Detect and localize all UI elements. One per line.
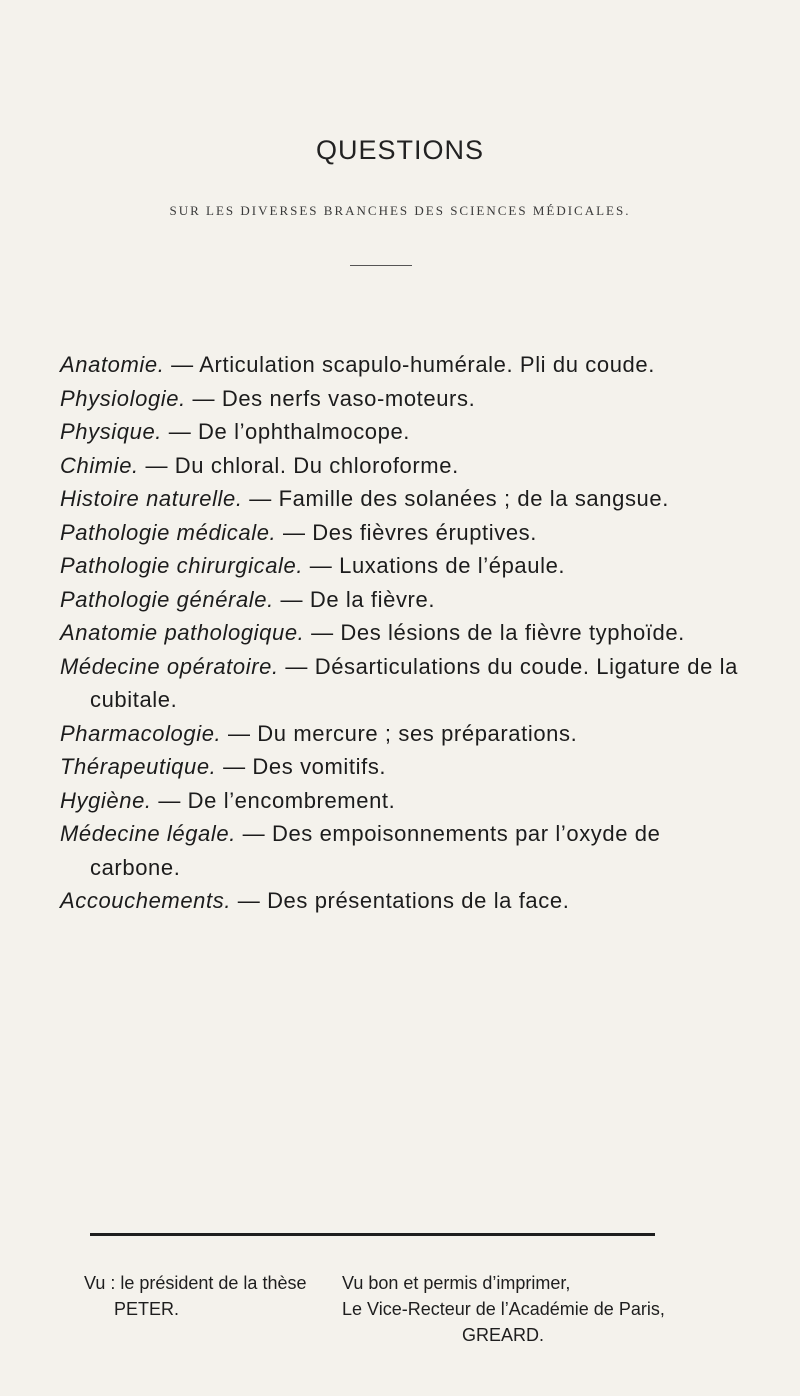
page-subtitle: SUR LES DIVERSES BRANCHES DES SCIENCES MÉDICALES. xyxy=(169,203,631,218)
subject-entry-pathologie-medicale xyxy=(60,516,750,550)
subject-name: Accouchements. xyxy=(60,888,232,913)
long-divider xyxy=(90,1233,655,1236)
subject-question: — Désarticulations du coude. Ligature de la cubitale. xyxy=(90,653,739,712)
subject-name: Pathologie médicale. xyxy=(60,519,277,545)
subject-name: Anatomie pathologique. xyxy=(60,620,305,645)
subject-entry-pathologie-generale xyxy=(60,583,750,617)
subject-entry-therapeutique xyxy=(60,750,750,784)
subject-entry-anatomie-pathologique xyxy=(60,616,750,650)
subject-question: — Des fièvres éruptives. xyxy=(276,519,537,545)
subject-question: — Du chloral. Du chloroforme. xyxy=(138,452,459,478)
subject-entry-hygiene xyxy=(60,784,750,818)
subject-entry-chimie xyxy=(60,449,750,483)
rector-signature: GREARD. xyxy=(462,1325,545,1345)
subject-question: — Luxations de l’épaule. xyxy=(303,553,566,578)
subject-question: — Famille des solanées ; de la sangsue. xyxy=(242,486,669,511)
subject-entry-anatomie xyxy=(60,348,750,382)
subject-entry-pathologie-chirurgicale xyxy=(60,549,750,583)
president-signature: PETER. xyxy=(114,1299,180,1319)
subject-name: Histoire naturelle. xyxy=(60,486,243,511)
subject-entry-medecine-legale xyxy=(60,817,750,884)
subject-name: Pathologie générale. xyxy=(60,586,274,612)
subject-entry-pharmacologie xyxy=(60,717,750,751)
subject-name: Physiologie. xyxy=(60,385,186,411)
subject-entry-physique xyxy=(60,415,750,449)
page-title: QUESTIONS xyxy=(315,135,485,165)
print-permission-line: Vu bon et permis d’imprimer, xyxy=(342,1273,571,1293)
subject-name: Pharmacologie. xyxy=(60,720,222,746)
subject-name: Pathologie chirurgicale. xyxy=(60,553,304,578)
subject-question: — Du mercure ; ses préparations. xyxy=(221,720,578,746)
subject-name: Hygiène. xyxy=(60,787,152,813)
subject-question: — De l’ophthalmocope. xyxy=(162,419,411,444)
subject-question: — De l’encombrement. xyxy=(151,787,396,813)
subject-question: — Articulation scapulo-humérale. Pli du coude. xyxy=(164,352,655,377)
president-approval xyxy=(84,1270,334,1322)
subject-question: — Des nerfs vaso-moteurs. xyxy=(185,385,476,411)
subject-name: Anatomie. xyxy=(60,352,165,377)
subject-question: — Des empoisonnements par l’oxyde de carbone. xyxy=(90,821,661,880)
subject-list xyxy=(60,348,750,918)
subject-question: — Des lésions de la fièvre typhoïde. xyxy=(304,620,685,645)
president-approval-line: Vu : le président de la thèse xyxy=(84,1273,307,1293)
rector-approval xyxy=(342,1270,732,1348)
vice-rector-line: Le Vice-Recteur de l’Académie de Paris, xyxy=(342,1299,665,1319)
subject-entry-accouchements xyxy=(60,884,750,918)
subject-question: — Des vomitifs. xyxy=(216,754,387,779)
subject-name: Médecine légale. xyxy=(60,821,236,846)
subject-question: — De la fièvre. xyxy=(273,586,436,612)
subject-entry-physiologie xyxy=(60,382,750,416)
subject-name: Chimie. xyxy=(60,452,139,478)
subject-entry-medecine-operatoire xyxy=(60,650,750,717)
subject-name: Thérapeutique. xyxy=(60,754,217,779)
subject-entry-histoire-naturelle xyxy=(60,482,750,516)
subject-name: Médecine opératoire. xyxy=(60,653,279,679)
subject-name: Physique. xyxy=(60,419,163,444)
subject-question: — Des présentations de la face. xyxy=(231,888,570,913)
short-divider xyxy=(350,265,412,266)
